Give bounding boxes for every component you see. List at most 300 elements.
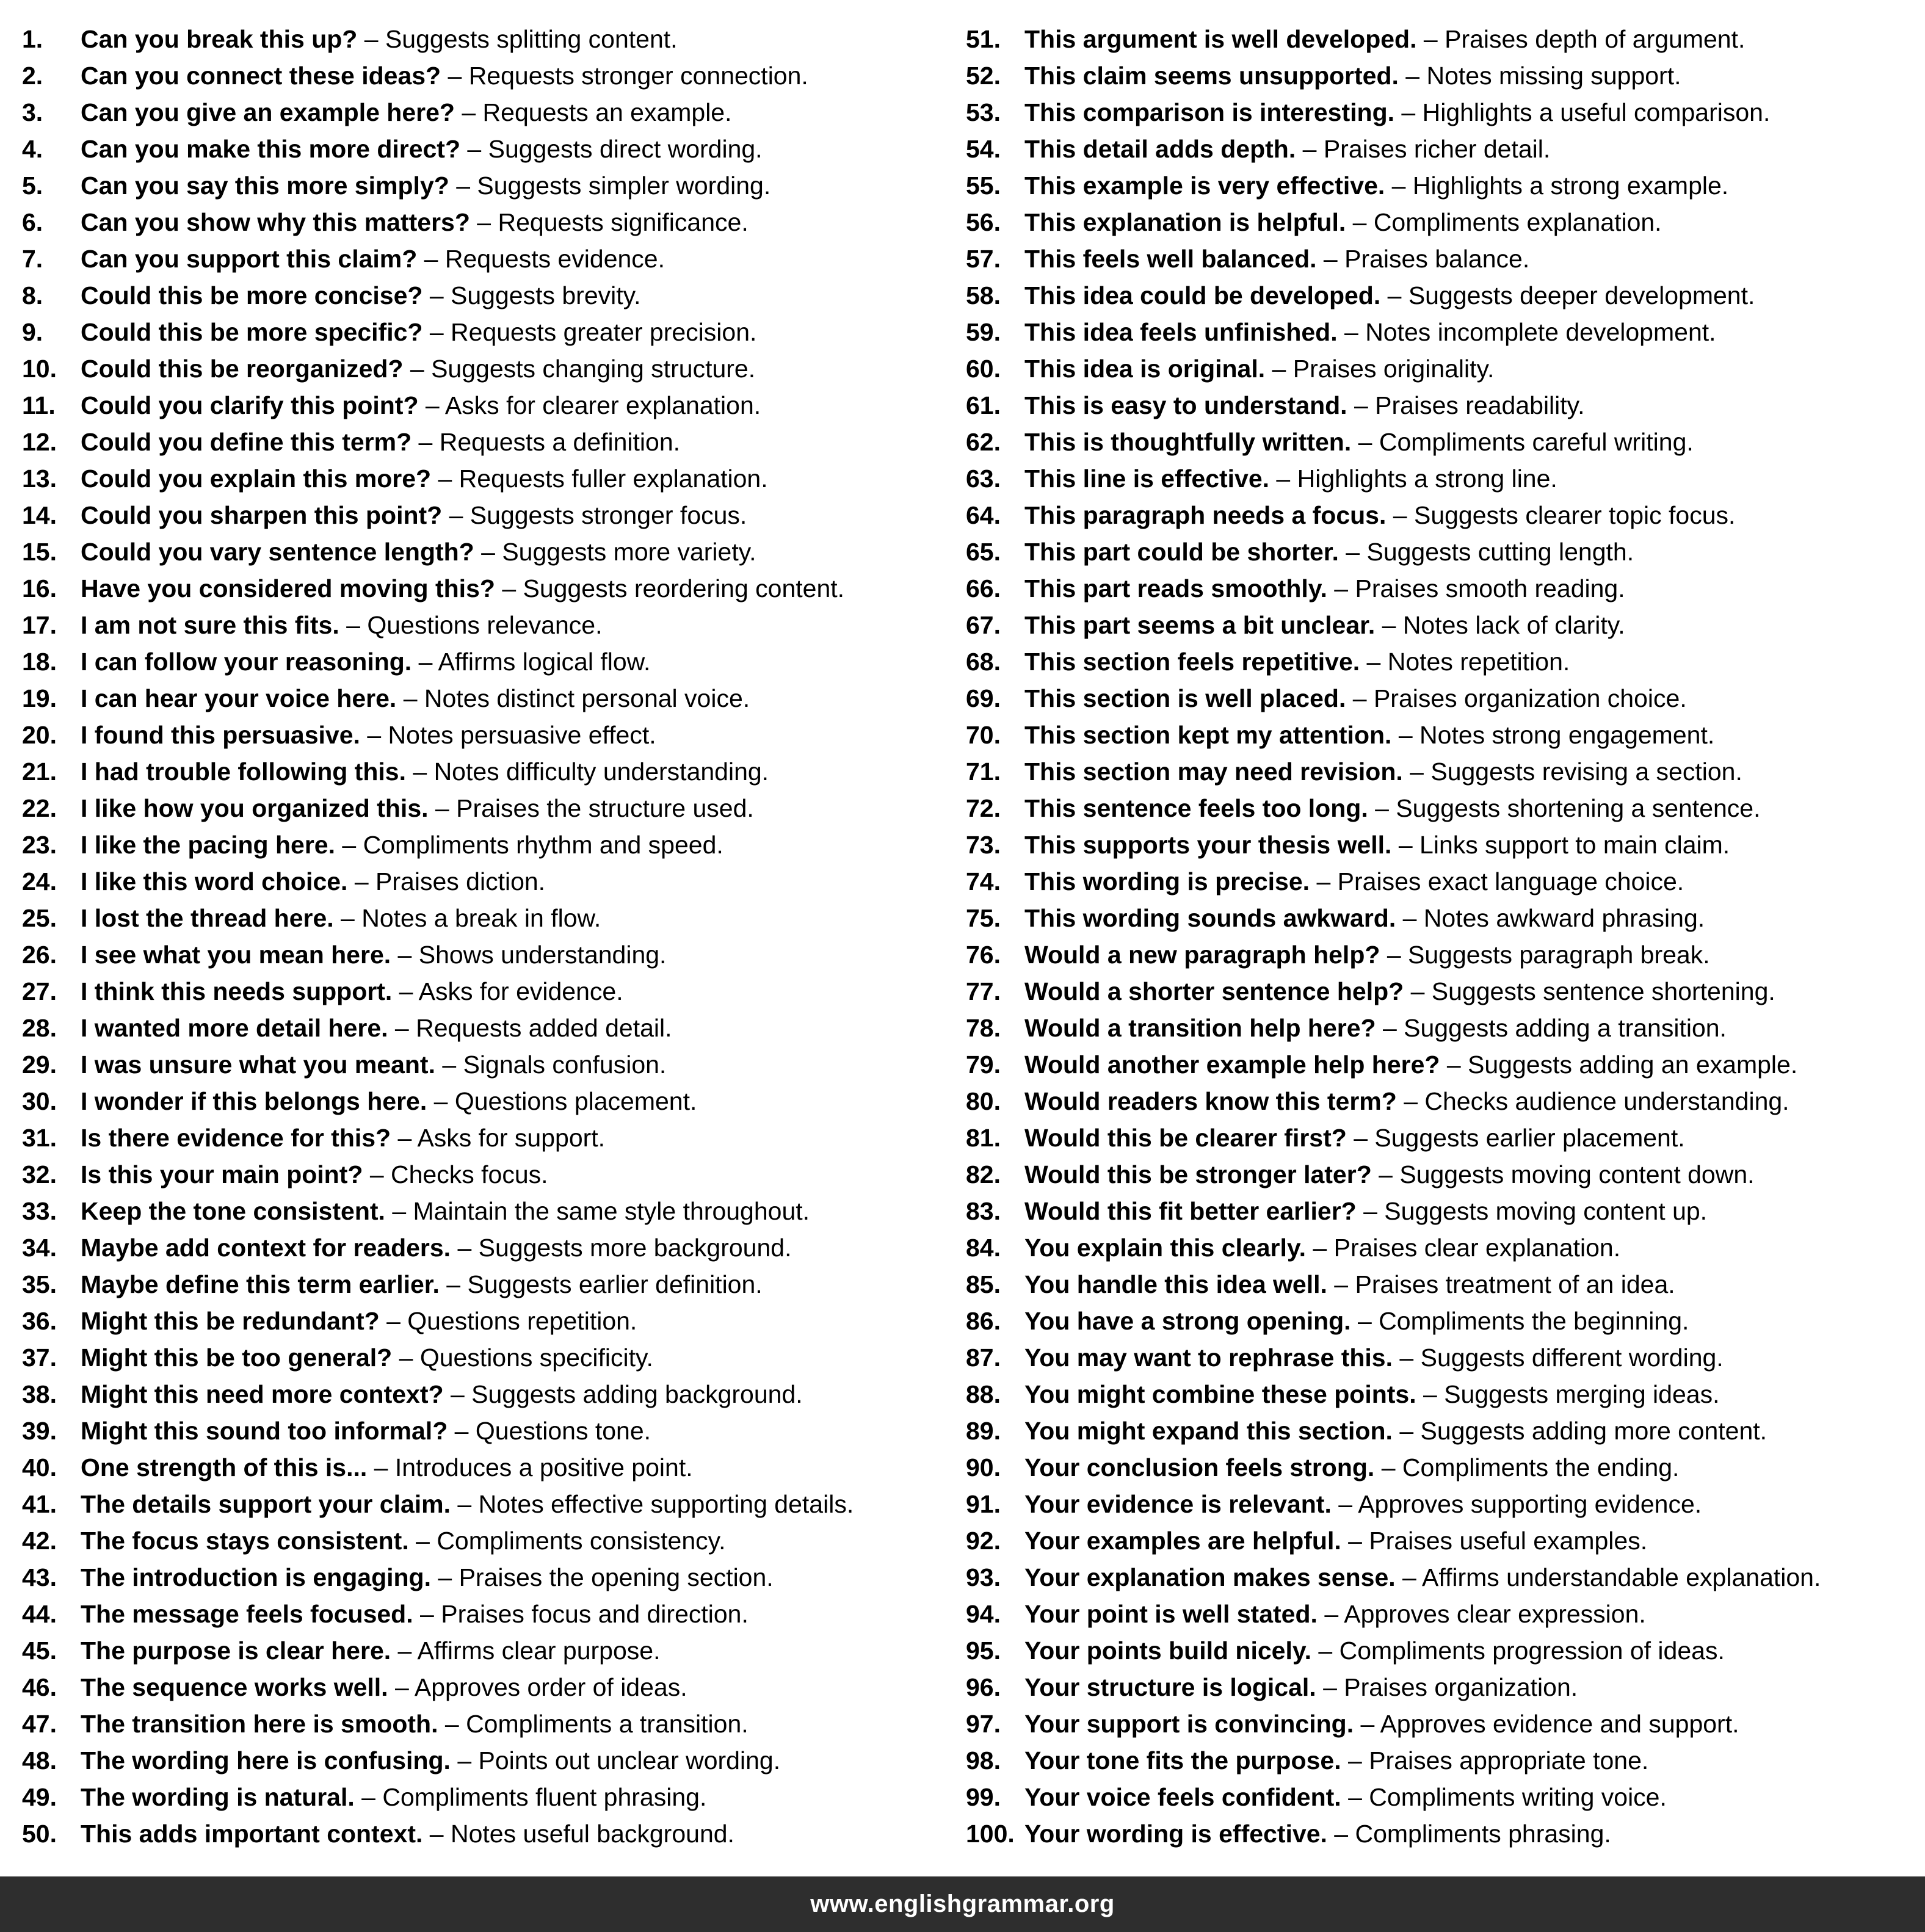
item-description: Compliments explanation.	[1373, 208, 1662, 236]
item-text	[81, 1815, 734, 1852]
item-phrase: Maybe add context for readers.	[81, 1234, 451, 1262]
list-item	[966, 1303, 1918, 1339]
item-number: 38.	[22, 1380, 57, 1408]
item-description: Compliments consistency.	[437, 1527, 726, 1555]
item-description: Suggests simpler wording.	[477, 172, 771, 200]
item-phrase: This wording sounds awkward.	[1024, 904, 1396, 932]
item-description: Affirms logical flow.	[438, 648, 651, 676]
item-description: Questions specificity.	[419, 1344, 653, 1372]
item-separator: –	[1310, 867, 1338, 895]
item-number: 41.	[22, 1490, 57, 1518]
item-phrase: Could you vary sentence length?	[81, 538, 474, 566]
list-item	[966, 424, 1918, 460]
item-description: Praises originality.	[1292, 355, 1495, 383]
item-description: Notes lack of clarity.	[1402, 611, 1625, 639]
item-phrase: Can you connect these ideas?	[81, 62, 441, 90]
item-text	[1024, 1339, 1724, 1376]
item-phrase: Have you considered moving this?	[81, 574, 495, 602]
item-text	[81, 350, 755, 387]
item-number: 59.	[966, 318, 1001, 346]
item-text	[1024, 1303, 1689, 1339]
item-description: Notes persuasive effect.	[388, 721, 656, 749]
item-phrase: This section kept my attention.	[1024, 721, 1392, 749]
item-description: Praises organization.	[1344, 1673, 1578, 1701]
item-number: 75.	[966, 904, 1001, 932]
item-description: Asks for clearer explanation.	[444, 391, 761, 419]
item-number: 52.	[966, 62, 1001, 90]
item-text	[81, 460, 768, 497]
item-description: Suggests earlier definition.	[467, 1270, 763, 1298]
item-phrase: Your wording is effective.	[1024, 1820, 1327, 1848]
item-text	[81, 717, 656, 753]
list-item	[22, 1083, 950, 1120]
item-number: 71.	[966, 758, 1001, 786]
item-description: Signals confusion.	[463, 1051, 667, 1079]
item-number: 78.	[966, 1014, 1001, 1042]
item-phrase: This section may need revision.	[1024, 758, 1403, 786]
item-text	[1024, 1046, 1797, 1083]
item-phrase: Can you break this up?	[81, 25, 358, 53]
item-text	[81, 753, 769, 790]
item-number: 21.	[22, 758, 57, 786]
item-phrase: Your tone fits the purpose.	[1024, 1746, 1341, 1775]
list-item	[22, 1010, 950, 1046]
item-separator: –	[403, 355, 432, 383]
list-item	[22, 1815, 950, 1852]
item-separator: –	[1346, 684, 1374, 712]
item-description: Checks focus.	[391, 1160, 548, 1189]
item-description: Praises readability.	[1375, 391, 1585, 419]
item-description: Praises clear explanation.	[1333, 1234, 1621, 1262]
item-separator: –	[451, 1490, 479, 1518]
item-phrase: I was unsure what you meant.	[81, 1051, 435, 1079]
item-separator: –	[1341, 1783, 1369, 1811]
list-item	[966, 1120, 1918, 1156]
item-number: 1.	[22, 25, 43, 53]
item-separator: –	[438, 1710, 466, 1738]
item-description: Requests an example.	[482, 98, 732, 126]
item-text	[1024, 1156, 1755, 1193]
item-separator: –	[411, 428, 440, 456]
item-description: Suggests clearer topic focus.	[1413, 501, 1736, 529]
list-item	[966, 57, 1918, 94]
item-number: 46.	[22, 1673, 57, 1701]
item-separator: –	[392, 977, 419, 1005]
item-phrase: Can you make this more direct?	[81, 135, 461, 163]
item-phrase: This paragraph needs a focus.	[1024, 501, 1387, 529]
item-description: Compliments the beginning.	[1379, 1307, 1689, 1335]
item-phrase: Would a shorter sentence help?	[1024, 977, 1404, 1005]
item-text	[81, 790, 754, 827]
item-text	[1024, 1229, 1620, 1266]
item-separator: –	[367, 1453, 395, 1482]
list-item	[22, 1486, 950, 1522]
item-separator: –	[357, 25, 385, 53]
item-description: Asks for support.	[417, 1124, 606, 1152]
item-separator: –	[1380, 941, 1408, 969]
item-number: 81.	[966, 1124, 1001, 1152]
item-text	[81, 1706, 749, 1742]
item-number: 19.	[22, 684, 57, 712]
item-number: 70.	[966, 721, 1001, 749]
footer-url[interactable]: www.englishgrammar.org	[810, 1890, 1115, 1917]
item-separator: –	[391, 941, 419, 969]
item-number: 55.	[966, 172, 1001, 200]
list-item	[966, 1522, 1918, 1559]
item-separator: –	[1404, 977, 1432, 1005]
item-number: 22.	[22, 794, 57, 822]
item-text	[81, 497, 747, 534]
item-text	[81, 387, 761, 424]
item-number: 62.	[966, 428, 1001, 456]
item-description: Praises focus and direction.	[441, 1600, 749, 1628]
list-item	[22, 1706, 950, 1742]
item-separator: –	[339, 611, 368, 639]
list-item	[966, 936, 1918, 973]
list-item	[22, 1522, 950, 1559]
item-separator: –	[1375, 611, 1403, 639]
item-separator: –	[1327, 1820, 1355, 1848]
item-text	[81, 1046, 666, 1083]
item-text	[1024, 1522, 1647, 1559]
item-description: Compliments careful writing.	[1379, 428, 1694, 456]
item-description: Requests evidence.	[444, 245, 665, 273]
item-phrase: This explanation is helpful.	[1024, 208, 1346, 236]
item-phrase: Could you explain this more?	[81, 465, 432, 493]
item-number: 32.	[22, 1160, 57, 1189]
list-item	[22, 936, 950, 973]
list-item	[22, 1193, 950, 1229]
item-text	[81, 1413, 651, 1449]
list-item	[22, 1632, 950, 1669]
item-separator: –	[1341, 1527, 1369, 1555]
item-phrase: This example is very effective.	[1024, 172, 1385, 200]
item-phrase: Could this be more specific?	[81, 318, 423, 346]
list-item	[966, 607, 1918, 643]
item-description: Suggests adding more content.	[1420, 1417, 1767, 1445]
list-item	[22, 131, 950, 167]
item-description: Notes effective supporting details.	[478, 1490, 854, 1518]
item-text	[81, 21, 678, 57]
item-separator: –	[1386, 501, 1414, 529]
item-number: 87.	[966, 1344, 1001, 1372]
item-separator: –	[495, 574, 523, 602]
item-number: 11.	[22, 391, 56, 419]
item-separator: –	[408, 1527, 437, 1555]
item-text	[81, 1779, 706, 1815]
item-separator: –	[1316, 245, 1345, 273]
list-item	[966, 1193, 1918, 1229]
list-item	[22, 1596, 950, 1632]
item-phrase: Would a transition help here?	[1024, 1014, 1376, 1042]
item-separator: –	[1395, 1563, 1422, 1591]
item-separator: –	[1396, 1087, 1425, 1115]
item-phrase: Is this your main point?	[81, 1160, 363, 1189]
item-description: Compliments phrasing.	[1355, 1820, 1611, 1848]
item-separator: –	[1402, 758, 1431, 786]
item-text	[1024, 1193, 1707, 1229]
item-number: 16.	[22, 574, 57, 602]
item-separator: –	[405, 758, 434, 786]
item-separator: –	[448, 1417, 476, 1445]
list-item	[966, 1486, 1918, 1522]
item-text	[81, 1229, 791, 1266]
item-separator: –	[1338, 538, 1367, 566]
item-separator: –	[454, 98, 483, 126]
item-description: Affirms understandable explanation.	[1421, 1563, 1821, 1591]
item-separator: –	[379, 1307, 408, 1335]
list-item	[966, 973, 1918, 1010]
item-text	[1024, 1376, 1719, 1413]
item-number: 47.	[22, 1710, 57, 1738]
list-item	[966, 1596, 1918, 1632]
item-separator: –	[450, 1746, 479, 1775]
item-description: Affirms clear purpose.	[417, 1637, 661, 1665]
list-item	[966, 1449, 1918, 1486]
item-phrase: I can hear your voice here.	[81, 684, 397, 712]
list-item	[966, 1413, 1918, 1449]
item-description: Questions repetition.	[407, 1307, 637, 1335]
list-item	[966, 717, 1918, 753]
list-item	[966, 277, 1918, 314]
item-number: 31.	[22, 1124, 57, 1152]
item-description: Notes useful background.	[450, 1820, 734, 1848]
item-description: Suggests adding a transition.	[1404, 1014, 1727, 1042]
item-number: 14.	[22, 501, 57, 529]
item-phrase: This part could be shorter.	[1024, 538, 1339, 566]
list-item	[22, 314, 950, 350]
item-text	[81, 936, 666, 973]
item-number: 88.	[966, 1380, 1001, 1408]
item-text	[1024, 1632, 1725, 1669]
item-separator: –	[435, 1051, 463, 1079]
item-separator: –	[391, 1124, 418, 1152]
item-description: Praises organization choice.	[1373, 684, 1687, 712]
item-phrase: I see what you mean here.	[81, 941, 391, 969]
item-description: Checks audience understanding.	[1424, 1087, 1789, 1115]
item-phrase: This sentence feels too long.	[1024, 794, 1368, 822]
item-phrase: Keep the tone consistent.	[81, 1197, 385, 1225]
item-description: Suggests moving content down.	[1399, 1160, 1755, 1189]
item-text	[81, 1339, 653, 1376]
list-item	[22, 57, 950, 94]
item-separator: –	[442, 501, 470, 529]
item-number: 50.	[22, 1820, 57, 1848]
item-separator: –	[422, 318, 451, 346]
item-number: 20.	[22, 721, 57, 749]
list-item	[966, 497, 1918, 534]
item-number: 77.	[966, 977, 1001, 1005]
item-description: Compliments writing voice.	[1369, 1783, 1667, 1811]
item-text	[81, 827, 723, 863]
item-description: Praises exact language choice.	[1337, 867, 1684, 895]
item-description: Suggests more background.	[478, 1234, 792, 1262]
list-item	[966, 21, 1918, 57]
item-text	[1024, 57, 1681, 94]
item-number: 89.	[966, 1417, 1001, 1445]
item-text	[1024, 1596, 1646, 1632]
item-separator: –	[1416, 25, 1445, 53]
item-text	[1024, 717, 1714, 753]
item-phrase: Can you give an example here?	[81, 98, 455, 126]
item-separator: –	[1398, 62, 1427, 90]
list-item	[22, 1742, 950, 1779]
list-item	[22, 277, 950, 314]
item-text	[1024, 570, 1625, 607]
item-text	[1024, 1083, 1789, 1120]
item-separator: –	[1360, 648, 1388, 676]
item-description: Suggests adding an example.	[1468, 1051, 1798, 1079]
item-description: Suggests stronger focus.	[469, 501, 747, 529]
item-phrase: I wanted more detail here.	[81, 1014, 388, 1042]
item-text	[81, 1266, 763, 1303]
item-phrase: Could this be more concise?	[81, 281, 423, 309]
item-description: Links support to main claim.	[1419, 831, 1730, 859]
list-item	[22, 241, 950, 277]
item-separator: –	[388, 1014, 416, 1042]
item-phrase: I found this persuasive.	[81, 721, 360, 749]
item-separator: –	[1327, 1270, 1355, 1298]
item-phrase: Would a new paragraph help?	[1024, 941, 1380, 969]
item-description: Requests added detail.	[416, 1014, 672, 1042]
list-item	[966, 643, 1918, 680]
item-text	[1024, 900, 1705, 936]
item-description: Suggests brevity.	[451, 281, 641, 309]
item-number: 2.	[22, 62, 43, 90]
item-text	[81, 1632, 660, 1669]
item-description: Suggests deeper development.	[1408, 281, 1755, 309]
item-number: 18.	[22, 648, 57, 676]
list-item	[966, 1376, 1918, 1413]
item-phrase: The transition here is smooth.	[81, 1710, 438, 1738]
item-separator: –	[363, 1160, 391, 1189]
list-item	[22, 717, 950, 753]
item-number: 84.	[966, 1234, 1001, 1262]
item-text	[81, 167, 770, 204]
item-phrase: Your evidence is relevant.	[1024, 1490, 1332, 1518]
item-number: 4.	[22, 135, 43, 163]
item-number: 23.	[22, 831, 57, 859]
item-separator: –	[1354, 1710, 1380, 1738]
item-phrase: This argument is well developed.	[1024, 25, 1417, 53]
list-item	[22, 1376, 950, 1413]
list-item	[22, 607, 950, 643]
item-separator: –	[1327, 574, 1355, 602]
list-item	[22, 1266, 950, 1303]
item-description: Praises richer detail.	[1323, 135, 1551, 163]
item-number: 93.	[966, 1563, 1001, 1591]
list-item	[966, 1742, 1918, 1779]
item-description: Notes a break in flow.	[361, 904, 601, 932]
item-description: Approves supporting evidence.	[1358, 1490, 1702, 1518]
list-item	[22, 204, 950, 241]
list-item	[22, 1339, 950, 1376]
item-text	[81, 1742, 780, 1779]
item-phrase: I like this word choice.	[81, 867, 348, 895]
list-item	[966, 1010, 1918, 1046]
list-item	[966, 863, 1918, 900]
item-phrase: Your voice feels confident.	[1024, 1783, 1341, 1811]
item-text	[1024, 643, 1570, 680]
list-item	[966, 790, 1918, 827]
item-number: 15.	[22, 538, 57, 566]
item-text	[1024, 497, 1735, 534]
item-text	[81, 131, 763, 167]
list-item	[966, 131, 1918, 167]
item-phrase: You explain this clearly.	[1024, 1234, 1307, 1262]
item-separator: –	[413, 1600, 441, 1628]
item-phrase: I wonder if this belongs here.	[81, 1087, 427, 1115]
item-number: 8.	[22, 281, 43, 309]
item-number: 35.	[22, 1270, 57, 1298]
item-number: 12.	[22, 428, 57, 456]
item-phrase: This supports your thesis well.	[1024, 831, 1392, 859]
item-description: Asks for evidence.	[418, 977, 623, 1005]
item-number: 7.	[22, 245, 43, 273]
item-separator: –	[469, 208, 498, 236]
item-text	[81, 314, 756, 350]
item-separator: –	[1391, 831, 1420, 859]
item-number: 44.	[22, 1600, 57, 1628]
item-number: 69.	[966, 684, 1001, 712]
item-text	[1024, 21, 1745, 57]
item-text	[1024, 1120, 1685, 1156]
item-number: 94.	[966, 1600, 1001, 1628]
item-number: 53.	[966, 98, 1001, 126]
item-separator: –	[1385, 172, 1413, 200]
list-item	[22, 460, 950, 497]
item-description: Shows understanding.	[418, 941, 667, 969]
item-phrase: This wording is precise.	[1024, 867, 1310, 895]
item-text	[1024, 790, 1761, 827]
item-separator: –	[427, 1087, 455, 1115]
item-separator: –	[1341, 1746, 1369, 1775]
item-description: Suggests merging ideas.	[1444, 1380, 1720, 1408]
item-separator: –	[474, 538, 502, 566]
item-separator: –	[1440, 1051, 1468, 1079]
item-description: Suggests splitting content.	[385, 25, 678, 53]
item-number: 79.	[966, 1051, 1001, 1079]
item-text	[81, 1559, 774, 1596]
item-separator: –	[428, 794, 457, 822]
item-separator: –	[1392, 1417, 1421, 1445]
list-item	[966, 534, 1918, 570]
item-description: Requests stronger connection.	[468, 62, 808, 90]
item-text	[1024, 827, 1730, 863]
item-text	[1024, 534, 1634, 570]
item-number: 91.	[966, 1490, 1001, 1518]
item-text	[81, 1156, 548, 1193]
item-number: 9.	[22, 318, 43, 346]
item-text	[81, 607, 602, 643]
item-separator: –	[418, 391, 445, 419]
item-text	[1024, 277, 1755, 314]
list-item	[22, 167, 950, 204]
list-item	[22, 1156, 950, 1193]
item-description: Approves order of ideas.	[414, 1673, 687, 1701]
item-phrase: Is there evidence for this?	[81, 1124, 391, 1152]
item-description: Notes incomplete development.	[1365, 318, 1716, 346]
item-text	[1024, 460, 1557, 497]
item-phrase: Could this be reorganized?	[81, 355, 404, 383]
item-number: 48.	[22, 1746, 57, 1775]
item-description: Suggests changing structure.	[431, 355, 756, 383]
item-phrase: This is easy to understand.	[1024, 391, 1347, 419]
item-number: 27.	[22, 977, 57, 1005]
item-phrase: Could you define this term?	[81, 428, 412, 456]
list-item	[22, 570, 950, 607]
item-separator: –	[1391, 721, 1420, 749]
